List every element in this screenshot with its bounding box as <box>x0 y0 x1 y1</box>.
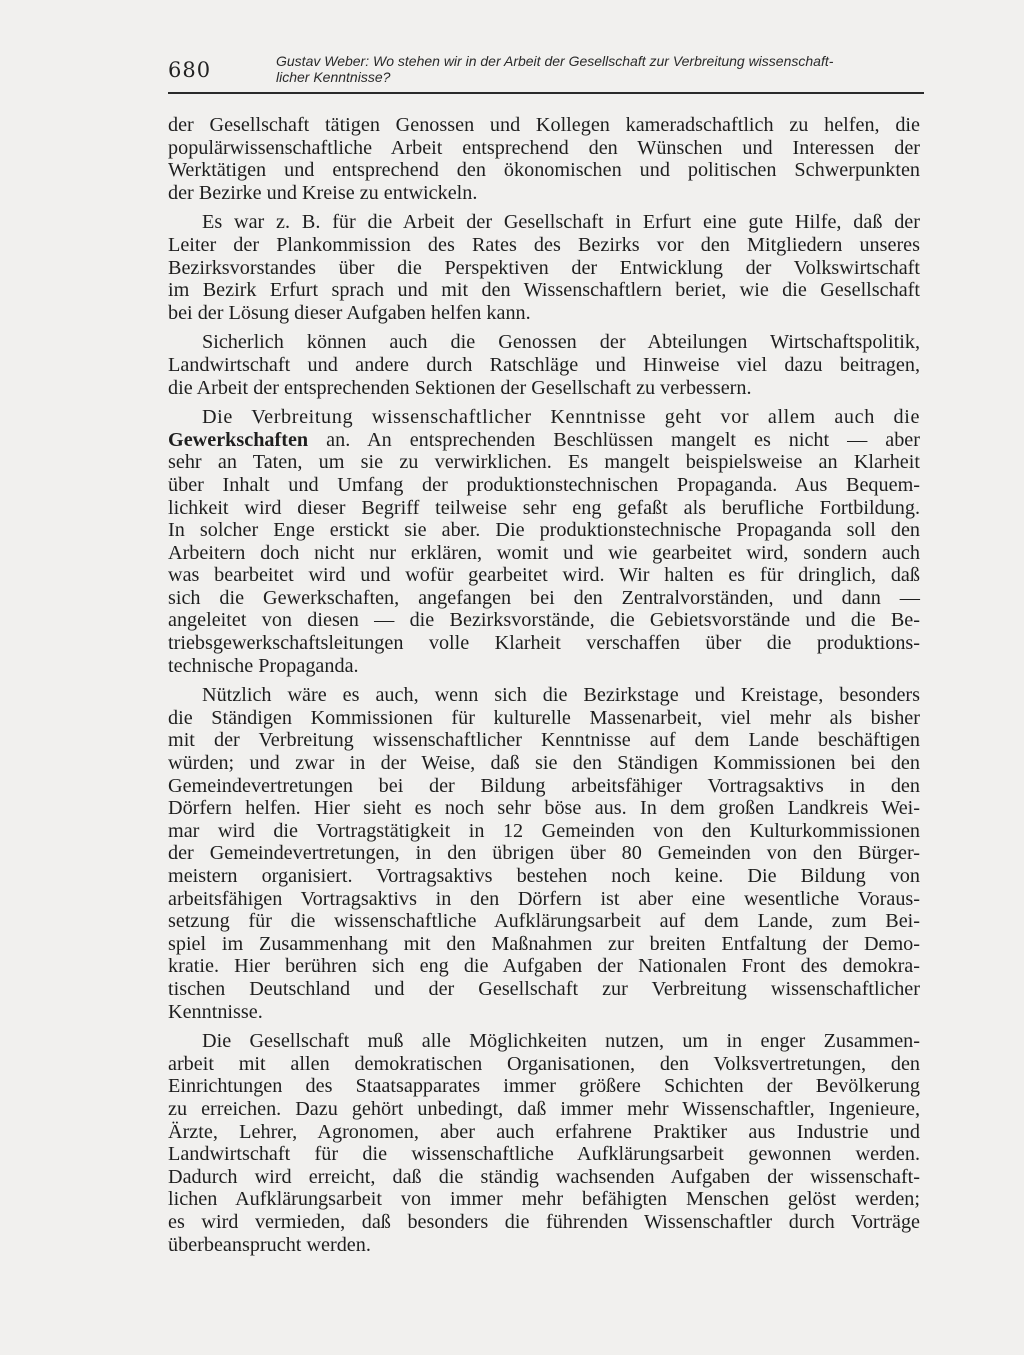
running-title <box>276 53 924 85</box>
text-line: Es war z. B. für die Arbeit der Gesellschaft in Erfurt eine gute Hilfe, daß der <box>202 211 920 234</box>
text-line: im Bezirk Erfurt sprach und mit den Wissenschaftlern beriet, wie die Gesellschaft <box>168 279 920 302</box>
text-line: Dörfern helfen. Hier sieht es noch sehr böse aus. In dem großen Landkreis Wei- <box>168 797 920 820</box>
paragraph-3 <box>168 331 920 399</box>
text-line: arbeitsfähigen Vortragsaktivs in den Dörfern ist aber eine wesentliche Voraus- <box>168 887 920 910</box>
paragraph-2 <box>168 211 920 324</box>
text-line: würden; und zwar in der Weise, daß sie den Ständigen Kommissionen bei den <box>168 752 920 775</box>
text-line: Landwirtschaft und andere durch Ratschläge und Hinweise viel dazu beitragen, <box>168 353 920 376</box>
paragraph-4 <box>168 406 920 677</box>
text-line: angeleitet von diesen — die Bezirksvorstände, die Gebietsvorstände und die Be- <box>168 609 920 632</box>
text-line: Werktätigen und entsprechend den ökonomischen und politischen Schwerpunkten <box>168 159 920 182</box>
text-line: die Arbeit der entsprechenden Sektionen der Gesellschaft zu verbessern. <box>168 376 752 399</box>
running-title-line-2: licher Kenntnisse? <box>276 69 391 85</box>
text-line: Gewerkschaften an. An entsprechenden Beschlüssen mangelt es nicht — aber <box>168 428 920 451</box>
text-line: setzung für die wissenschaftliche Aufklärungsarbeit auf dem Lande, zum Bei- <box>168 910 920 933</box>
text-line: Einrichtungen des Staatsapparates immer größere Schichten der Bevölkerung <box>168 1075 920 1098</box>
text-line: spiel im Zusammenhang mit den Maßnahmen zur breiten Entfaltung der Demo- <box>168 932 920 955</box>
text-line: sich die Gewerkschaften, angefangen bei den Zentralvorständen, und dann — <box>168 586 920 609</box>
text-line: was bearbeitet wird und wofür gearbeitet wird. Wir halten es für dringlich, daß <box>168 564 920 587</box>
page-number: 680 <box>168 58 212 82</box>
text-line: es wird vermieden, daß besonders die führenden Wissenschaftler durch Vorträge <box>168 1210 920 1233</box>
text-line: populärwissenschaftliche Arbeit entsprechend den Wünschen und Interessen der <box>168 136 920 159</box>
text-line: zu erreichen. Dazu gehört unbedingt, daß immer mehr Wissenschaftler, Ingenieure, <box>168 1097 920 1120</box>
text-line: Gemeindevertretungen bei der Bildung arbeitsfähiger Vortragsaktivs in den <box>168 774 920 797</box>
text-line: Landwirtschaft für die wissenschaftliche Aufklärungsarbeit gewonnen werden. <box>168 1143 920 1166</box>
text-line: kratie. Hier berühren sich eng die Aufgaben der Nationalen Front des demokra- <box>168 955 920 978</box>
text-line: der Bezirke und Kreise zu entwickeln. <box>168 181 478 204</box>
text-line: die Ständigen Kommissionen für kulturelle Massenarbeit, viel mehr als bisher <box>168 706 920 729</box>
text-line: der Gesellschaft tätigen Genossen und Kollegen kameradschaftlich zu helfen, die <box>168 114 920 136</box>
text-line: meistern organisiert. Vortragsaktivs bestehen noch keine. Die Bildung von <box>168 865 920 887</box>
text-line: Bezirksvorstandes über die Perspektiven der Entwicklung der Volkswirtschaft <box>168 256 920 279</box>
text-line: Ärzte, Lehrer, Agronomen, aber auch erfahrene Praktiker aus Industrie und <box>168 1120 920 1143</box>
text-line: mar wird die Vortragstätigkeit in 12 Gemeinden von den Kulturkommissionen <box>168 819 920 842</box>
text-line: Dadurch wird erreicht, daß die ständig wachsenden Aufgaben der wissenschaft- <box>168 1165 920 1188</box>
text-line: Die Verbreitung wissenschaftlicher Kenntnisse geht vor allem auch die <box>202 406 920 429</box>
article-body <box>168 114 920 1263</box>
text-line: lichkeit wird dieser Begriff teilweise sehr eng gefaßt als berufliche Fortbildung. <box>168 496 920 519</box>
text-line: Sicherlich können auch die Genossen der Abteilungen Wirtschaftspolitik, <box>202 331 920 354</box>
text-line: Leiter der Plankommission des Rates des Bezirks vor den Mitgliedern unseres <box>168 233 920 256</box>
text-line: technische Propaganda. <box>168 654 359 677</box>
text-line: mit der Verbreitung wissenschaftlicher Kenntnisse auf dem Lande beschäftigen <box>168 729 920 752</box>
text-line: tischen Deutschland und der Gesellschaft zur Verbreitung wissenschaftlicher <box>168 977 920 1000</box>
page-header <box>168 50 924 94</box>
running-title-line-1: Gustav Weber: Wo stehen wir in der Arbeit der Gesellschaft zur Verbreitung wissenschaft- <box>276 53 834 69</box>
paragraph-6 <box>168 1030 920 1256</box>
text-line: Kenntnisse. <box>168 1000 263 1023</box>
paragraph-1 <box>168 114 920 204</box>
text-line: Arbeitern doch nicht nur erklären, womit und wie gearbeitet wird, sondern auch <box>168 541 920 564</box>
text-line: arbeit mit allen demokratischen Organisationen, den Volksvertretungen, den <box>168 1052 920 1075</box>
text-line: sehr an Taten, um sie zu verwirklichen. Es mangelt beispielsweise an Klarheit <box>168 451 920 474</box>
text-line: bei der Lösung dieser Aufgaben helfen kann. <box>168 301 531 324</box>
text-line: triebsgewerkschaftsleitungen volle Klarheit verschaffen über die produktions- <box>168 632 920 655</box>
text-line: über Inhalt und Umfang der produktionstechnischen Propaganda. Aus Bequem- <box>168 473 920 496</box>
text-line: Nützlich wäre es auch, wenn sich die Bezirkstage und Kreistage, besonders <box>202 684 920 707</box>
text-line: In solcher Enge erstickt sie aber. Die produktionstechnische Propaganda soll den <box>168 519 920 542</box>
emphasized-term: Gewerkschaften <box>168 428 309 451</box>
text-line: Die Gesellschaft muß alle Möglichkeiten nutzen, um in enger Zusammen- <box>202 1030 920 1053</box>
paragraph-5 <box>168 684 920 1023</box>
text-line: der Gemeindevertretungen, in den übrigen über 80 Gemeinden von den Bürger- <box>168 842 920 865</box>
text-line: lichen Aufklärungsarbeit von immer mehr befähigten Menschen gelöst werden; <box>168 1188 920 1211</box>
text-line: überbeansprucht werden. <box>168 1233 371 1256</box>
